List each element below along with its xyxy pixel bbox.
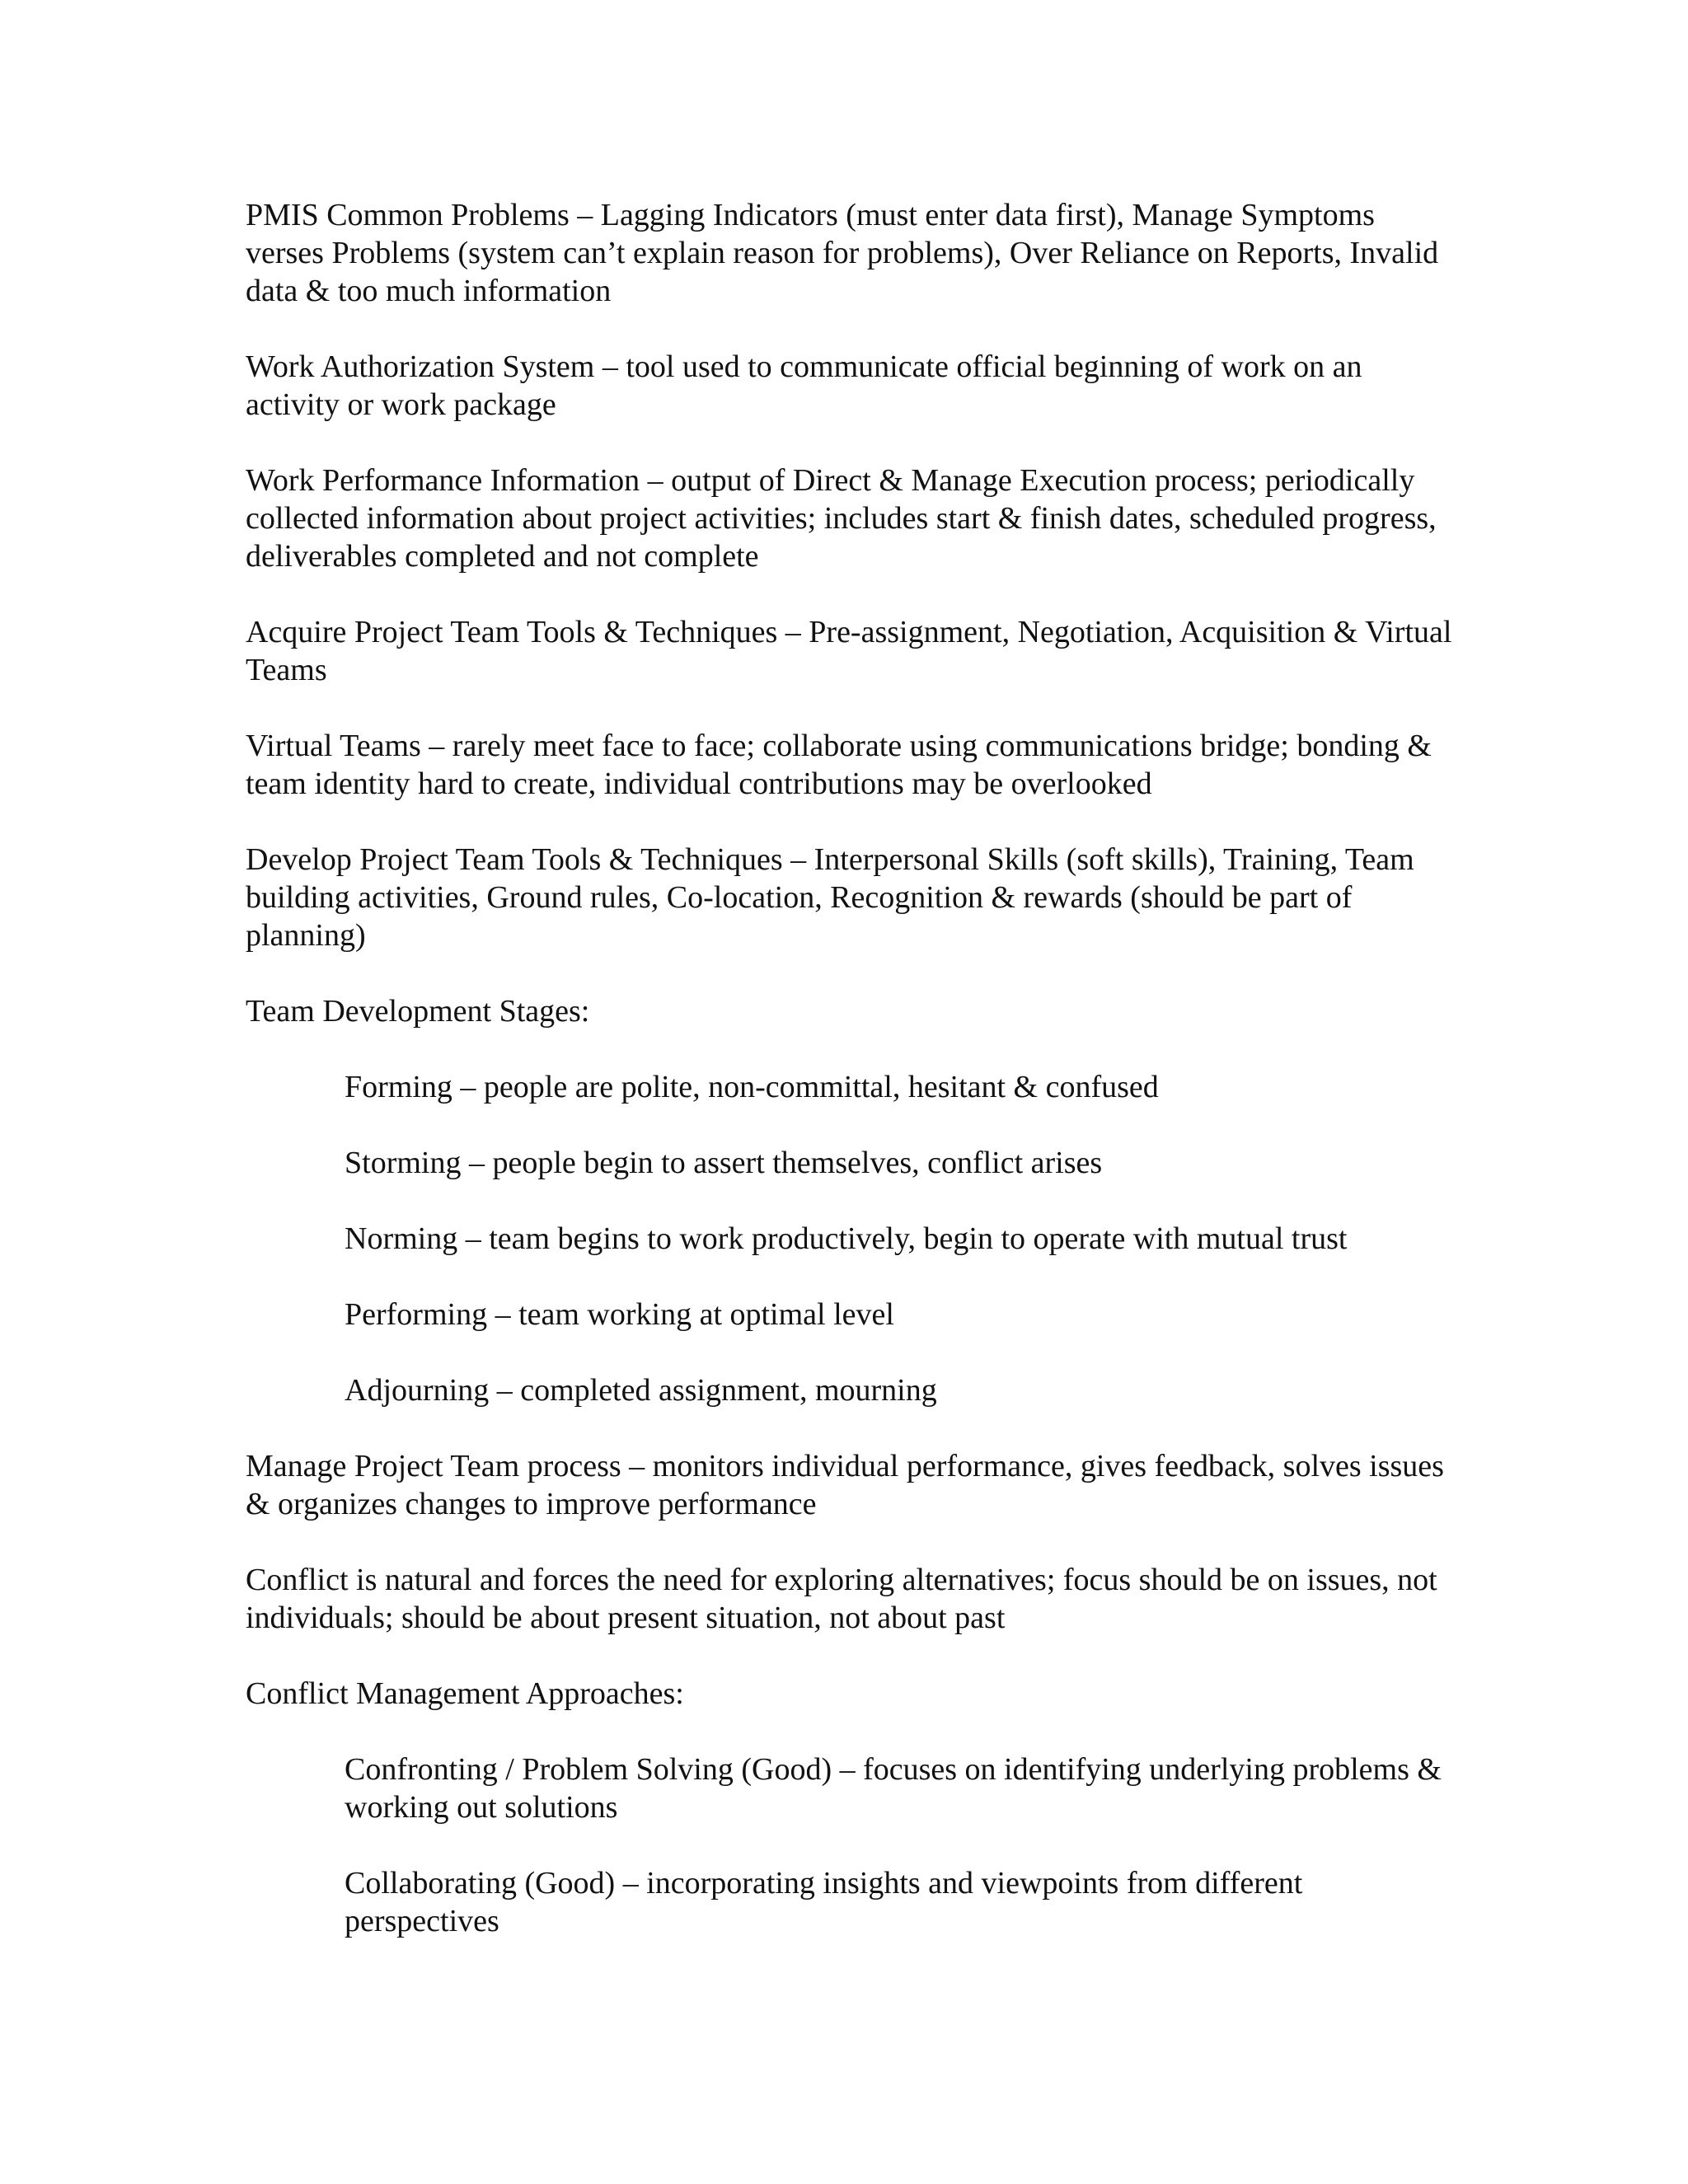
paragraph-conflict-natural: Conflict is natural and forces the need for exploring alternatives; focus should be on issues, not individuals; should be about present situation, not about past [246,1563,1437,1635]
paragraph-pmis-common-problems: PMIS Common Problems – Lagging Indicators (must enter data first), Manage Symptoms verses Problems (system can’t explain reason for problems), Over Reliance on Reports, Invalid data & too much information [246,198,1439,308]
list-item-forming: Forming – people are polite, non-committal, hesitant & confused [345,1070,1159,1104]
list-item-storming: Storming – people begin to assert themselves, conflict arises [345,1146,1103,1180]
heading-team-development-stages: Team Development Stages: [246,994,590,1029]
list-item-norming: Norming – team begins to work productively, begin to operate with mutual trust [345,1221,1348,1256]
document-body [246,196,1457,1978]
list-item-confronting: Confronting / Problem Solving (Good) – focuses on identifying underlying problems & working out solutions [345,1752,1442,1825]
list-item-adjourning: Adjourning – completed assignment, mourning [345,1373,937,1408]
list-item-collaborating: Collaborating (Good) – incorporating insights and viewpoints from different perspectives [345,1866,1303,1938]
paragraph-develop-project-team: Develop Project Team Tools & Techniques – Interpersonal Skills (soft skills), Training, Team building activities, Ground rules, Co-location, Recognition & rewards (should be part of planning) [246,842,1414,953]
paragraph-virtual-teams: Virtual Teams – rarely meet face to face; collaborate using communications bridge; bonding & team identity hard to create, individual contributions may be overlooked [246,729,1432,801]
paragraph-work-authorization-system: Work Authorization System – tool used to communicate official beginning of work on an activity or work package [246,349,1362,422]
paragraph-acquire-project-team: Acquire Project Team Tools & Techniques – Pre-assignment, Negotiation, Acquisition & Virtual Teams [246,615,1452,687]
paragraph-work-performance-information: Work Performance Information – output of Direct & Manage Execution process; periodically collected information about project activities; includes start & finish dates, scheduled progress, deliverables completed and not complete [246,463,1437,574]
list-item-performing: Performing – team working at optimal level [345,1297,894,1332]
heading-conflict-management-approaches: Conflict Management Approaches: [246,1676,684,1711]
paragraph-manage-project-team: Manage Project Team process – monitors individual performance, gives feedback, solves issues & organizes changes to improve performance [246,1449,1444,1521]
